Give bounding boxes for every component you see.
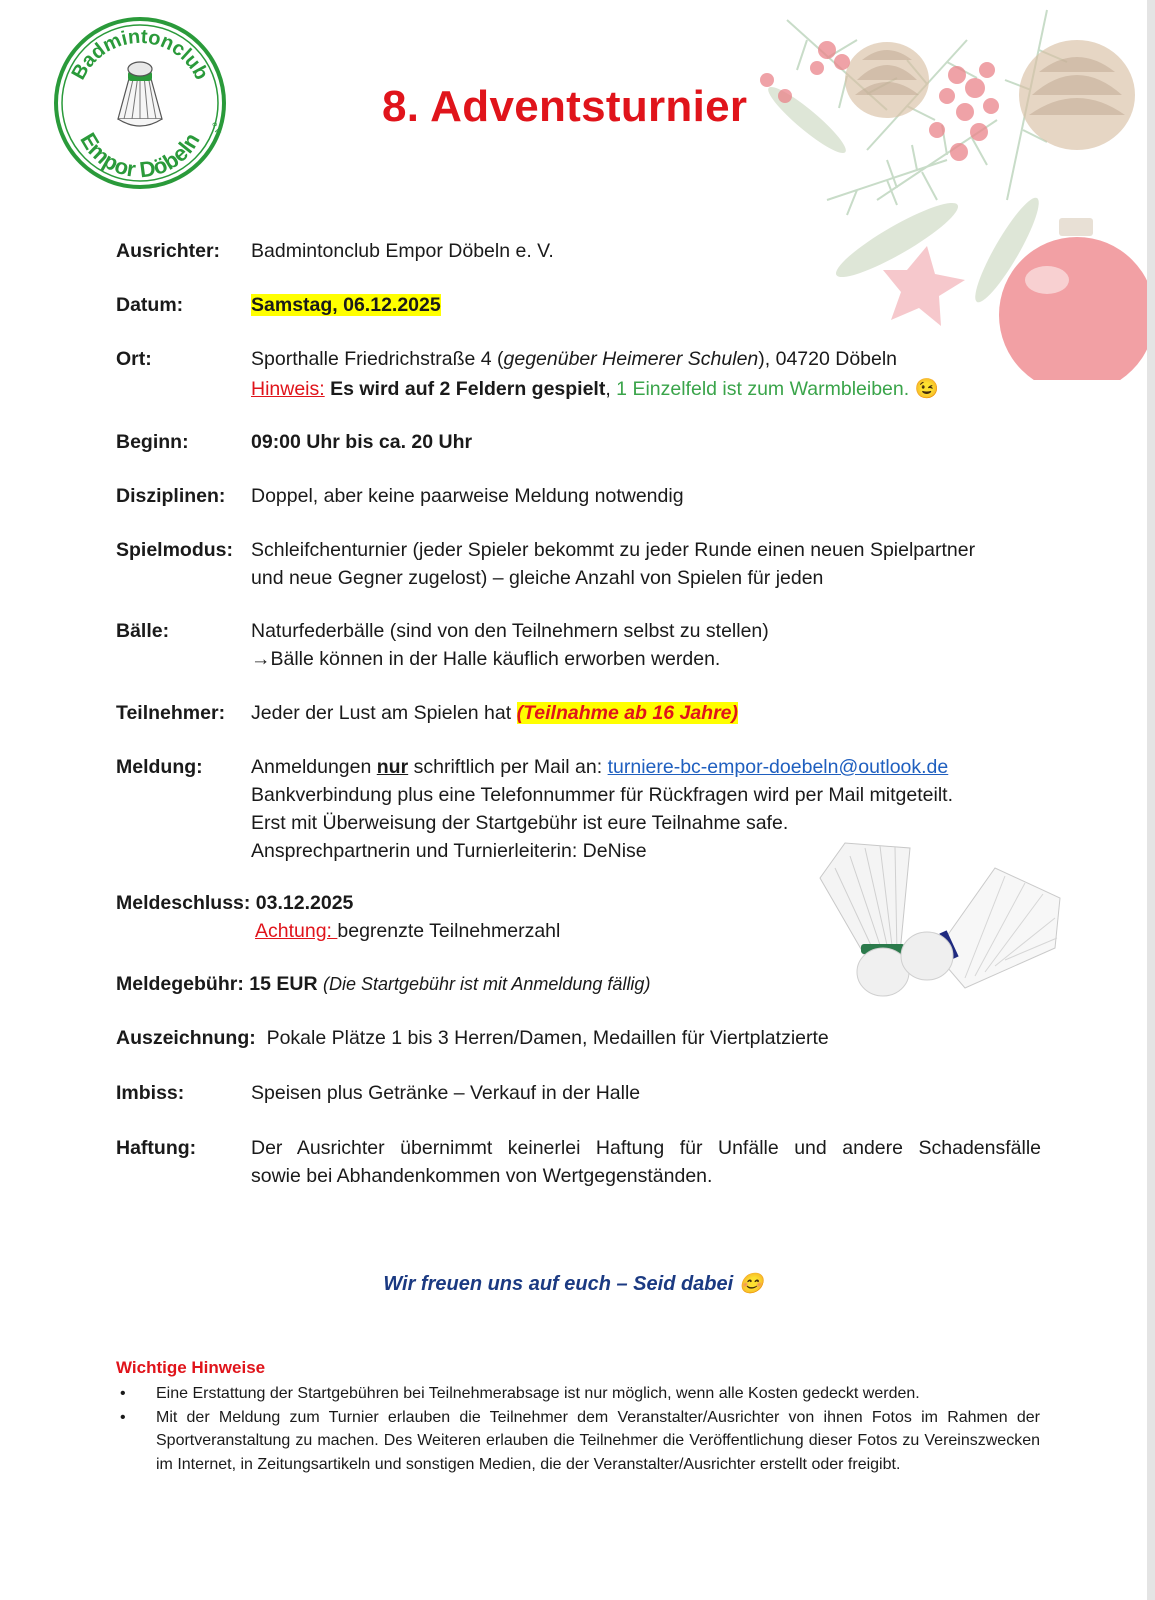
value-beginn: 09:00 Uhr bis ca. 20 Uhr <box>251 431 473 453</box>
value-disziplinen: Doppel, aber keine paarweise Meldung notwendig <box>251 485 684 507</box>
haftung-line1: Der Ausrichter übernimmt keinerlei Haftung für Unfälle und andere Schadensfälle <box>251 1137 1041 1159</box>
notes-title: Wichtige Hinweise <box>116 1358 266 1377</box>
closing-message <box>0 1271 1147 1296</box>
achtung-label: Achtung: <box>255 920 338 942</box>
bullet-icon: • <box>120 1385 126 1402</box>
meldung-line2: Bankverbindung plus eine Telefonnummer für Rückfragen wird per Mail mitgeteilt. <box>251 784 953 806</box>
page-edge <box>1147 0 1155 1600</box>
meldung-line1-a: Anmeldungen <box>251 756 377 778</box>
meldung-line1-b: schriftlich per Mail an: <box>408 756 608 778</box>
label-auszeichnung: Auszeichnung: <box>116 1027 256 1049</box>
logo-text-top: Badmintonclub <box>67 25 213 84</box>
spielmodus-line2: und neue Gegner zugelost) – gleiche Anzahl von Spielen für jeden <box>251 567 824 589</box>
hinweis-bold: Es wird auf 2 Feldern gespielt <box>324 378 606 400</box>
label-disziplinen: Disziplinen: <box>116 485 226 507</box>
meldegebuehr-note: (Die Startgebühr ist mit Anmeldung fällig) <box>322 974 651 994</box>
christmas-decoration <box>747 0 1147 380</box>
value-teilnehmer: Jeder der Lust am Spielen hat <box>251 702 517 724</box>
label-beginn: Beginn: <box>116 431 189 453</box>
list-item <box>116 1382 1040 1406</box>
note-text: Eine Erstattung der Startgebühren bei Teilnehmerabsage ist nur möglich, wenn alle Kosten gedeckt werden. <box>156 1385 920 1402</box>
spielmodus-line1: Schleifchenturnier (jeder Spieler bekommt zu jeder Runde einen neuen Spielpartner <box>251 539 976 561</box>
value-datum: Samstag, 06.12.2025 <box>251 294 441 316</box>
value-ausrichter: Badmintonclub Empor Döbeln e. V. <box>251 240 554 262</box>
label-baelle: Bälle: <box>116 620 170 642</box>
club-logo <box>52 15 228 191</box>
label-meldegebuehr: Meldegebühr: <box>116 973 244 995</box>
label-ort: Ort: <box>116 348 152 370</box>
value-imbiss: Speisen plus Getränke – Verkauf in der Halle <box>251 1082 641 1104</box>
logo-text-ev: e.V. <box>210 120 224 137</box>
achtung-text: begrenzte Teilnehmerzahl <box>337 920 561 942</box>
value-auszeichnung: Pokale Plätze 1 bis 3 Herren/Damen, Medaillen für Viertplatzierte <box>255 1027 829 1049</box>
ort-address <box>251 345 1036 373</box>
meldung-line4: Ansprechpartnerin und Turnierleiterin: DeNise <box>251 840 647 862</box>
shuttlecock-right-icon <box>901 868 1060 988</box>
wink-emoji-icon: 😉 <box>914 378 939 400</box>
closing-text: Wir freuen uns auf euch – Seid dabei <box>383 1273 739 1295</box>
teilnehmer-age-badge: (Teilnahme ab 16 Jahre) <box>516 702 739 724</box>
email-link[interactable]: turniere-bc-empor-doebeln@outlook.de <box>607 756 949 778</box>
meldung-nur: nur <box>376 756 409 778</box>
hinweis-green: 1 Einzelfeld ist zum Warmbleiben. <box>610 378 915 400</box>
logo-text-bottom: Empor Döbeln <box>75 128 205 183</box>
page-title: 8. Adventsturnier <box>382 82 748 131</box>
row-meldeschluss <box>116 889 616 945</box>
label-haftung: Haftung: <box>116 1137 197 1159</box>
haftung-line2: sowie bei Abhandenkommen von Wertgegenständen. <box>251 1165 713 1187</box>
value-meldeschluss: 03.12.2025 <box>250 892 354 914</box>
note-text: Mit der Meldung zum Turnier erlauben die Teilnehmer dem Veranstalter/Ausrichter von ihnen Fotos im Rahmen der Sportveranstaltung zu machen. Des Weiteren erlauben die Teilnehmer die Veröffentlichung dieser Fotos zu Vereinszwecken im Internet, in Zeitungsartikeln und sonstigen Medien, die der Veranstalter/Ausrichter erstellt oder freigibt. <box>156 1408 1040 1473</box>
baelle-line1: Naturfederbälle (sind von den Teilnehmern selbst zu stellen) <box>251 620 769 642</box>
label-ausrichter: Ausrichter: <box>116 240 221 262</box>
ort-address-a: Sporthalle Friedrichstraße 4 ( <box>251 348 504 370</box>
shuttlecocks-image <box>815 838 1075 1008</box>
meldung-line1 <box>251 753 1036 781</box>
baelle-line2: →Bälle können in der Halle käuflich erworben werden. <box>251 648 721 670</box>
row-meldegebuehr <box>116 970 916 998</box>
value-meldegebuehr: 15 EUR <box>243 973 323 995</box>
label-imbiss: Imbiss: <box>116 1082 185 1104</box>
row-auszeichnung <box>116 1024 1016 1052</box>
bullet-icon: • <box>120 1408 126 1426</box>
shuttlecock-left-icon <box>820 843 910 996</box>
label-meldeschluss: Meldeschluss: <box>116 892 251 914</box>
list-item <box>116 1406 1040 1477</box>
label-meldung: Meldung: <box>116 756 203 778</box>
notes-list <box>116 1382 1040 1476</box>
hinweis-comma: , <box>605 378 611 400</box>
ort-address-italic: gegenüber Heimerer Schulen <box>503 348 759 370</box>
label-spielmodus: Spielmodus: <box>116 539 234 561</box>
label-teilnehmer: Teilnehmer: <box>116 702 226 724</box>
label-datum: Datum: <box>116 294 184 316</box>
ort-hinweis <box>251 375 1036 403</box>
meldung-line3: Erst mit Überweisung der Startgebühr ist eure Teilnahme safe. <box>251 812 789 834</box>
hinweis-label: Hinweis: <box>251 378 325 400</box>
smile-emoji-icon: 😊 <box>738 1273 764 1295</box>
ort-address-b: ), 04720 Döbeln <box>758 348 898 370</box>
